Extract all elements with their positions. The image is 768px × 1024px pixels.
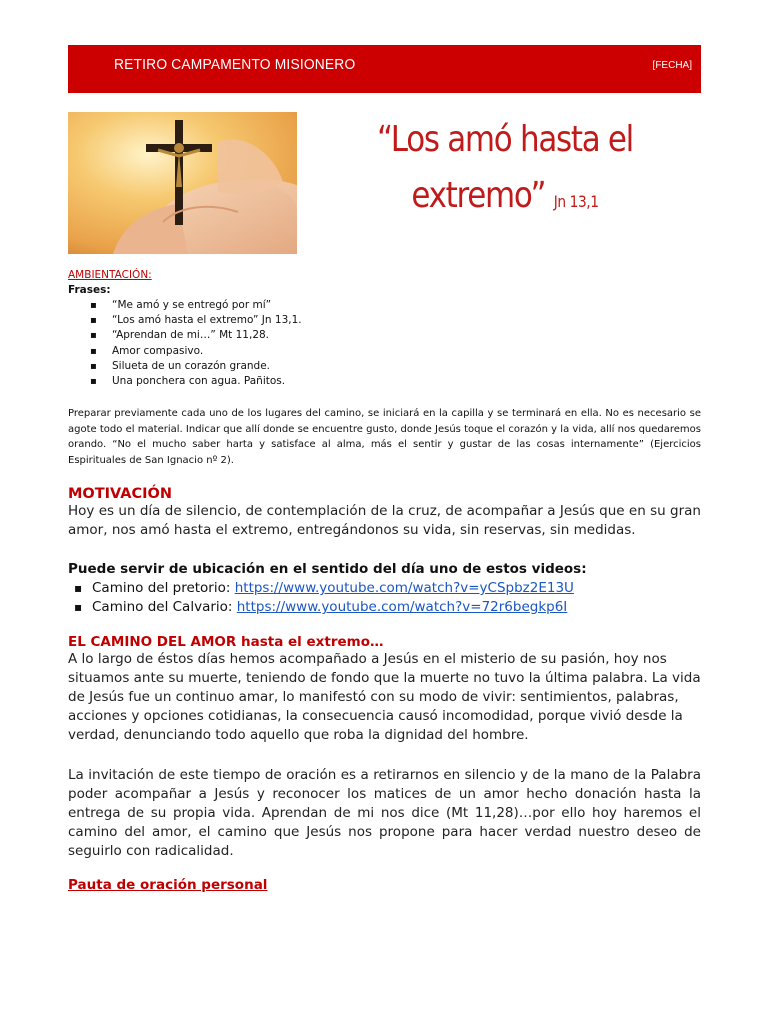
- motivacion-paragraph: Hoy es un día de silencio, de contemplación de la cruz, de acompañar a Jesús que en su gran amor, nos amó hasta el extremo, entregándonos su vida, sin reservas, sin medidas.: [68, 503, 701, 538]
- videos-intro: Puede servir de ubicación en el sentido del día uno de estos videos:: [68, 561, 587, 577]
- main-title-line1: “Los amó hasta el: [376, 119, 634, 160]
- ambientacion-paragraph: Preparar previamente cada uno de los lugares del camino, se iniciará en la capilla y se terminará en ella. No es necesario se agote todo el material. Indicar que allí donde se encuentre gusto, donde Jesús toque el corazón y la vida, allí nos quedaremos orando. “No el mucho saber harta y satisface al alma, más el sentir y gustar de las cosas internamente” (Ejercicios Espirituales de San Ignacio nº 2).: [68, 408, 701, 466]
- list-item: [68, 579, 587, 598]
- camino-section: [68, 634, 701, 745]
- pauta-heading: Pauta de oración personal: [68, 877, 268, 893]
- hands-crucifix-image: [68, 112, 297, 254]
- ambientacion-heading: AMBIENTACIÓN:: [68, 269, 152, 281]
- list-item: ▪ “Me amó y se entregó por mí”: [90, 298, 302, 313]
- camino-paragraph-1: A lo largo de éstos días hemos acompañado a Jesús en el misterio de su pasión, hoy nos situamos ante su muerte, teniendo de fondo que la muerte no tuvo la última palabra. La vida de Jesús fue un continuo amar, lo manifestó con su modo de vivir: sentimientos, palabras, acciones y opciones cotidianas, la consecuencia causó incomodidad, porque vivió desde la verdad, denunciando todo aquello que roba la dignidad del hombre.: [68, 651, 701, 743]
- list-item: ▪ “Los amó hasta el extremo” Jn 13,1.: [90, 313, 302, 328]
- videos-section: [68, 560, 587, 617]
- camino-heading: EL CAMINO DEL AMOR hasta el extremo…: [68, 634, 384, 650]
- header-title: RETIRO CAMPAMENTO MISIONERO: [114, 56, 356, 73]
- motivacion-section: [68, 486, 701, 540]
- videos-list: [68, 579, 587, 617]
- ambientacion-section: [68, 268, 302, 389]
- pauta-section: [68, 877, 267, 893]
- main-title-line2-text: extremo”: [411, 175, 546, 216]
- title-reference: Jn 13,1: [553, 192, 599, 211]
- list-item: ▪ Amor compasivo.: [90, 344, 302, 359]
- frases-list: [90, 298, 302, 389]
- list-item: ▪ “Aprendan de mi…” Mt 11,28.: [90, 328, 302, 343]
- list-item: ▪ Silueta de un corazón grande.: [90, 359, 302, 374]
- list-item: [68, 598, 587, 617]
- header-date: [FECHA]: [652, 60, 692, 71]
- motivacion-heading: MOTIVACIÓN: [68, 486, 172, 502]
- video-link-pretorio[interactable]: https://www.youtube.com/watch?v=yCSpbz2E13U: [234, 580, 574, 596]
- video-label: Camino del Calvario:: [92, 599, 237, 615]
- list-item: ▪ Una ponchera con agua. Pañitos.: [90, 374, 302, 389]
- header-bar: [68, 45, 701, 93]
- video-link-calvario[interactable]: https://www.youtube.com/watch?v=72r6begkp6I: [236, 599, 568, 615]
- frases-label: Frases:: [68, 284, 111, 296]
- video-label: Camino del pretorio:: [92, 580, 235, 596]
- main-title: [363, 112, 647, 230]
- main-title-line2: [363, 168, 647, 230]
- camino-paragraph-2: La invitación de este tiempo de oración es a retirarnos en silencio y de la mano de la Palabra poder acompañar a Jesús y reconocer los matices de un amor hecho donación hasta la entrega de su propia vida. Aprendan de mi nos dice (Mt 11,28)…por ello hoy haremos el camino del amor, el camino que Jesús nos propone para hacer verdad nuestro deseo de seguirlo con radicalidad.: [68, 767, 701, 859]
